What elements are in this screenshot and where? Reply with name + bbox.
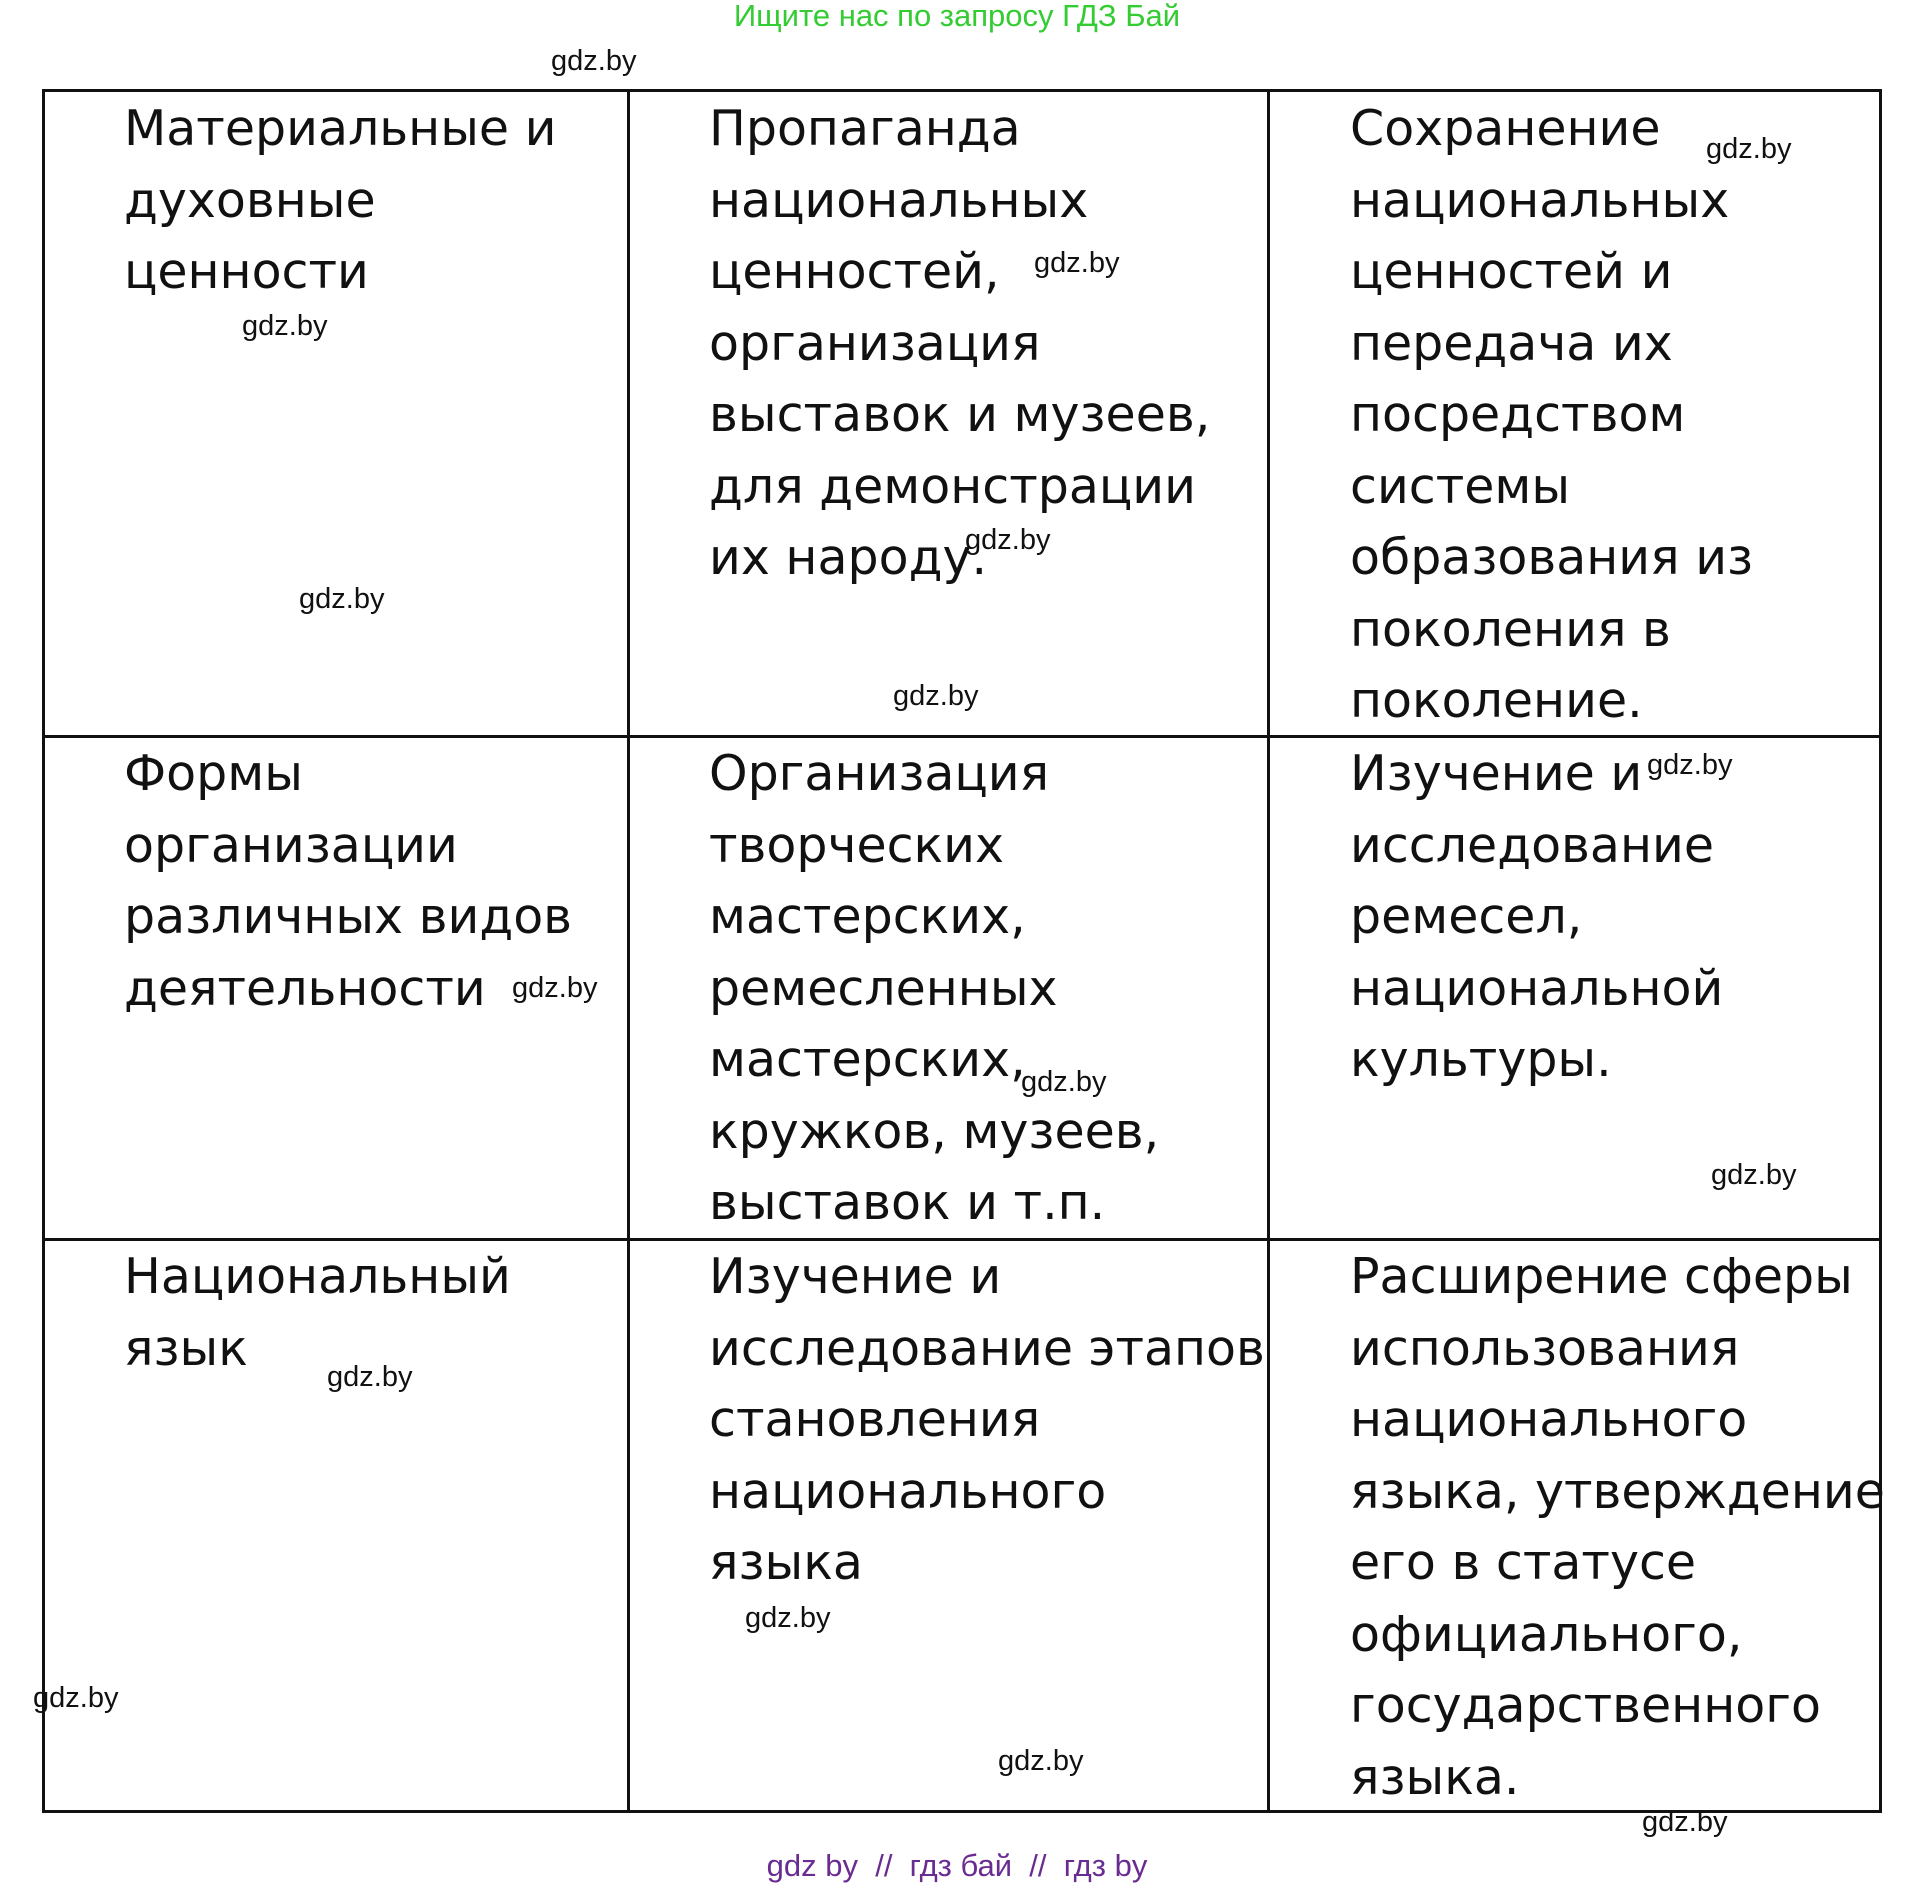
text-line: становления: [709, 1391, 1041, 1448]
watermark: gdz.by: [299, 583, 385, 615]
search-hint: Ищите нас по запросу ГДЗ Бай: [733, 0, 1181, 33]
watermark: gdz.by: [1706, 133, 1792, 165]
row-1-col-2: [709, 93, 1210, 594]
watermark: gdz.by: [1711, 1159, 1797, 1191]
text-line: ценности: [124, 243, 369, 300]
text-line: посредством: [1350, 386, 1686, 443]
watermark: gdz.by: [1034, 247, 1120, 279]
text-line: язык: [124, 1319, 248, 1377]
text-line: выставок и т.п.: [709, 1174, 1106, 1231]
text-line: кружков, музеев,: [709, 1102, 1160, 1160]
watermark: gdz.by: [1642, 1806, 1728, 1838]
text-line: исследование этапов: [709, 1319, 1265, 1377]
watermark: gdz.by: [998, 1745, 1084, 1777]
text-line: для демонстрации: [709, 457, 1196, 515]
text-line: деятельности: [124, 959, 486, 1017]
text-line: официального,: [1350, 1605, 1743, 1663]
text-line: творческих: [709, 816, 1004, 874]
watermark: gdz.by: [551, 45, 637, 77]
text-line: мастерских,: [709, 888, 1026, 945]
footer-links: gdz by // гдз бай // гдз by: [766, 1848, 1148, 1883]
text-line: Изучение и: [709, 1248, 1002, 1305]
text-line: Формы: [124, 745, 303, 802]
text-line: ценностей и: [1350, 243, 1673, 300]
text-line: национальных: [1350, 171, 1730, 229]
text-line: использования: [1350, 1319, 1740, 1377]
text-line: духовные: [124, 171, 376, 229]
watermark: gdz.by: [745, 1602, 831, 1634]
watermark: gdz.by: [33, 1682, 119, 1714]
text-line: национальной: [1350, 959, 1724, 1017]
text-line: исследование: [1350, 816, 1714, 874]
row-3-label: [124, 1241, 511, 1384]
watermark: gdz.by: [1021, 1066, 1107, 1098]
text-line: образования из: [1350, 529, 1754, 586]
text-line: языка: [709, 1534, 863, 1591]
text-line: Организация: [709, 745, 1050, 802]
text-line: Национальный: [124, 1248, 511, 1305]
text-line: передача их: [1350, 314, 1673, 372]
text-line: ремесел,: [1350, 888, 1583, 945]
text-line: его в статусе: [1350, 1534, 1697, 1591]
text-line: национальных: [709, 171, 1089, 229]
text-line: национального: [1350, 1391, 1748, 1448]
watermark: gdz.by: [1647, 749, 1733, 781]
row-2-col-3: [1350, 738, 1723, 1096]
row-1-col-3: [1350, 93, 1753, 737]
watermark: gdz.by: [512, 972, 598, 1004]
text-line: Материальные и: [124, 100, 557, 157]
text-line: государственного: [1350, 1677, 1821, 1734]
text-line: поколения в: [1350, 600, 1671, 658]
text-line: культуры.: [1350, 1031, 1612, 1088]
text-line: Изучение и: [1350, 745, 1643, 802]
column-divider: [627, 92, 630, 1810]
column-divider: [1267, 92, 1270, 1810]
row-3-col-3: [1350, 1241, 1885, 1813]
row-2-col-2: [709, 738, 1159, 1239]
row-1-label: [124, 93, 556, 308]
text-line: организации: [124, 816, 458, 874]
text-line: языка, утверждение: [1350, 1462, 1885, 1520]
watermark: gdz.by: [965, 524, 1051, 556]
text-line: ремесленных: [709, 959, 1058, 1017]
watermark: gdz.by: [893, 680, 979, 712]
watermark: gdz.by: [327, 1361, 413, 1393]
text-line: Сохранение: [1350, 100, 1661, 157]
row-2-label: [124, 738, 572, 1024]
text-line: системы: [1350, 457, 1571, 515]
watermark: gdz.by: [242, 310, 328, 342]
text-line: Пропаганда: [709, 100, 1021, 157]
row-3-col-2: [709, 1241, 1265, 1599]
text-line: выставок и музеев,: [709, 386, 1211, 443]
text-line: национального: [709, 1462, 1107, 1520]
text-line: языка.: [1350, 1748, 1520, 1806]
text-line: ценностей,: [709, 243, 1000, 300]
text-line: организация: [709, 314, 1041, 372]
text-line: поколение.: [1350, 672, 1643, 729]
text-line: Расширение сферы: [1350, 1248, 1853, 1305]
text-line: различных видов: [124, 888, 573, 945]
text-line: мастерских,: [709, 1031, 1026, 1088]
text-line: их народу.: [709, 529, 988, 586]
